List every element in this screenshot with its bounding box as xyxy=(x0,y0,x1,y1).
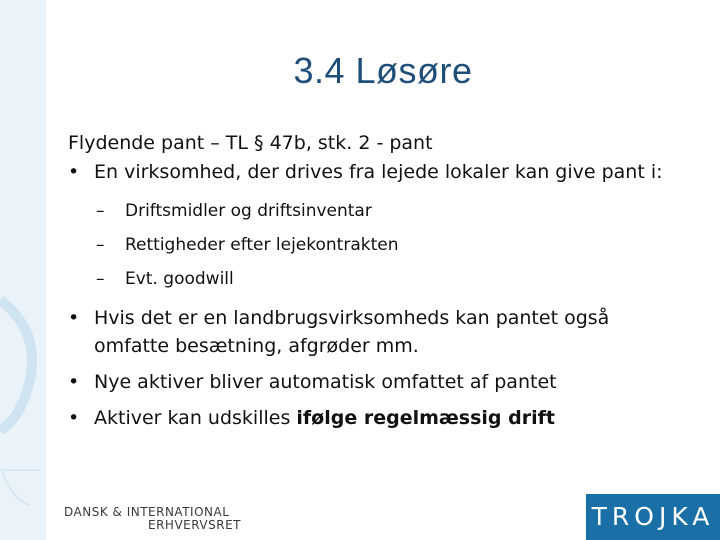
logo-line-2: ERHVERVSRET xyxy=(148,518,241,532)
dansk-international-logo xyxy=(64,506,241,532)
bullet-text: En virksomhed, der drives fra lejede lokaler kan give pant i: xyxy=(94,161,663,183)
bullet-item xyxy=(68,158,688,186)
justice-scale-watermark-icon xyxy=(0,0,46,540)
bullet-item xyxy=(68,404,688,432)
bullet-text xyxy=(94,407,555,429)
bullet-text-bold: ifølge regelmæssig drift xyxy=(296,407,555,429)
bullet-item xyxy=(68,304,688,360)
bullet-item xyxy=(68,368,688,396)
logo-line-1: DANSK & INTERNATIONAL xyxy=(64,505,230,519)
bullet-text: Hvis det er en landbrugsvirksomheds kan pantet også omfatte besætning, afgrøder mm. xyxy=(94,307,610,357)
bullet-marker: • xyxy=(68,161,80,183)
body-heading: Flydende pant – TL § 47b, stk. 2 - pant xyxy=(68,132,433,154)
sub-item-text: Rettigheder efter lejekontrakten xyxy=(125,235,399,255)
sub-item-text: Evt. goodwill xyxy=(125,269,234,289)
bullet-marker: • xyxy=(68,371,80,393)
slide-title: 3.4 Løsøre xyxy=(293,50,473,91)
trojka-logo: TROJKA xyxy=(586,494,720,540)
sub-item-text: Driftsmidler og driftsinventar xyxy=(125,201,372,221)
bullet-text-normal: Aktiver kan udskilles xyxy=(94,407,297,429)
dash-marker: – xyxy=(96,269,105,289)
dash-marker: – xyxy=(96,201,105,221)
bullet-marker: • xyxy=(68,407,80,429)
bullet-text: Nye aktiver bliver automatisk omfattet af pantet xyxy=(94,371,557,393)
dash-marker: – xyxy=(96,235,105,255)
sub-item xyxy=(68,262,688,296)
sub-item xyxy=(68,194,688,228)
sub-list xyxy=(68,194,688,296)
decorative-side-band xyxy=(0,0,46,540)
slide-body xyxy=(68,130,688,432)
sub-item xyxy=(68,228,688,262)
bullet-marker: • xyxy=(68,307,80,329)
